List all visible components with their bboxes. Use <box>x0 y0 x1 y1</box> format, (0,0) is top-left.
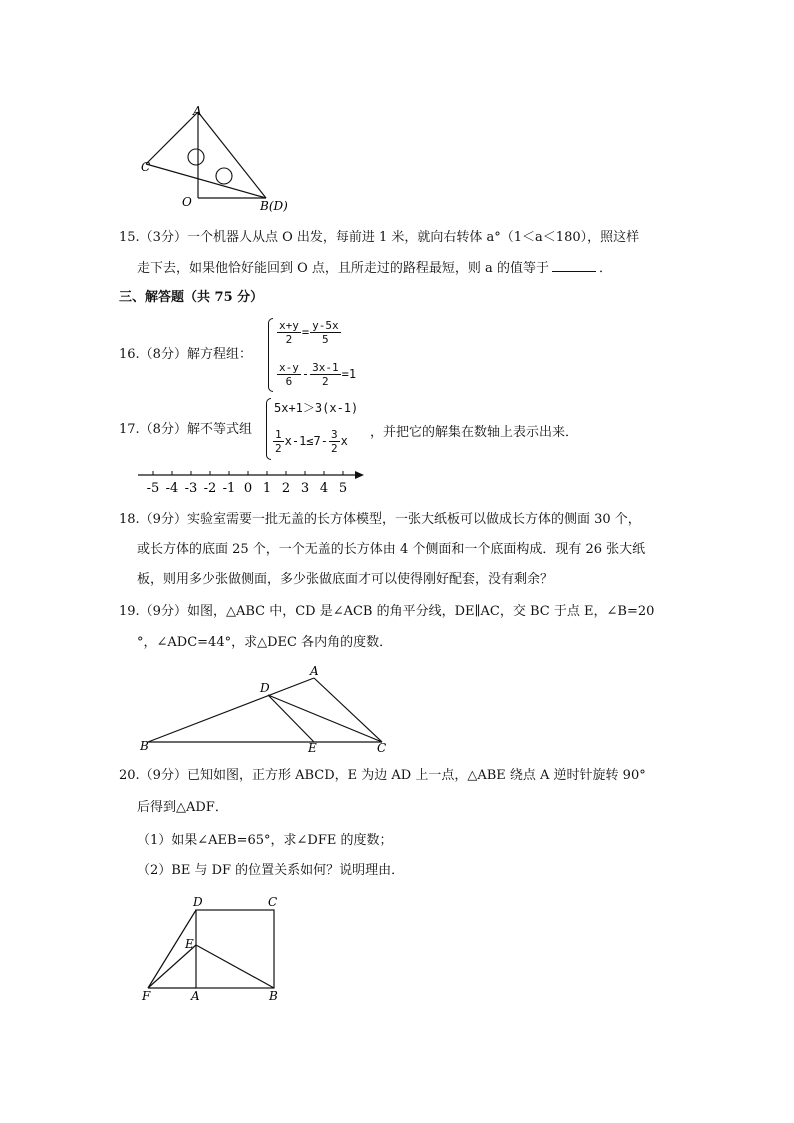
number-line-tick-label: -3 <box>184 481 198 496</box>
number-line-tick-label: -4 <box>165 481 179 496</box>
q19-line-2: °，∠ADC=44°，求△DEC 各内角的度数． <box>137 635 393 650</box>
q20-line-2: 后得到△ADF． <box>137 800 228 815</box>
q15-label-O: O <box>182 195 192 209</box>
q15-line-2-text: 走下去，如果他恰好能回到 O 点，且所走过的路程最短，则 a 的值等于 <box>137 261 549 276</box>
number-line-tick-label: 0 <box>243 481 253 496</box>
section-3-title: 三、解答题（共 75 分） <box>119 290 264 305</box>
number-line-arrow-icon <box>355 471 364 479</box>
q17-inequality-2: $\frac{1}{2}$ x-1≤7- $\frac{3}{2}$ x <box>275 428 348 455</box>
q20-label-A: A <box>191 989 200 1003</box>
q16-eq1-frac-right: $\frac{y-5x}{5}$ <box>312 319 339 346</box>
q15-segment-AC <box>146 112 198 164</box>
q17-ineq2-frac-left: $\frac{1}{2}$ <box>275 428 282 455</box>
number-line-tick-label: 4 <box>319 481 329 496</box>
q19-segment-DE <box>268 695 314 742</box>
q15-circle-upper <box>188 149 204 165</box>
q17-inequality-1: 5x+1＞3(x-1) <box>274 401 359 415</box>
q20-label-B: B <box>269 989 278 1003</box>
q15-circle-lower <box>216 168 232 184</box>
q16-eq1-frac-left: $\frac{x+y}{2}$ <box>279 319 299 346</box>
number-line-tick-label: -2 <box>203 481 217 496</box>
q15-line-1: 15.（3分）一个机器人从点 O 出发，每前进 1 米，就向右转体 a°（1＜a＜180），照这样 <box>119 230 640 245</box>
q19-line-1: 19.（9分）如图，△ABC 中，CD 是∠ACB 的角平分线，DE∥AC，交 BC 于点 E，∠B=20 <box>119 604 655 619</box>
q16-eq2-frac-left: $\frac{x-y}{6}$ <box>279 361 299 388</box>
q19-label-B: B <box>140 739 149 753</box>
q15-label-C: C <box>141 160 151 174</box>
number-line-tick-label: -5 <box>146 481 160 496</box>
q16-equation-1: $\frac{x+y}{2}$ = $\frac{y-5x}{5}$ <box>279 319 339 346</box>
q20-part-1: （1）如果∠AEB=65°，求∠DFE 的度数； <box>137 833 393 848</box>
q19-segment-BA <box>148 678 314 742</box>
q19-segment-DC <box>268 695 382 742</box>
number-line-tick-label: 2 <box>281 481 291 496</box>
q19-segment-AC <box>314 678 382 742</box>
q17-suffix: ，并把它的解集在数轴上表示出来． <box>370 425 579 440</box>
q19-label-C: C <box>377 741 387 755</box>
q16-eq2-frac-right: $\frac{3x-1}{2}$ <box>312 361 339 388</box>
q17-brace <box>266 398 271 460</box>
q20-label-C: C <box>268 895 278 909</box>
q15-segment-CB <box>146 164 266 198</box>
q15-segment-AB <box>198 112 266 198</box>
q20-label-E: E <box>185 937 194 951</box>
number-line-tick-label: -1 <box>222 481 236 496</box>
q20-figure <box>138 892 288 1006</box>
q15-answer-blank[interactable] <box>552 259 596 272</box>
q20-square-ABCD <box>196 910 274 988</box>
q15-figure <box>136 104 296 216</box>
q16-brace <box>268 318 273 392</box>
q20-label-D: D <box>193 895 203 909</box>
q20-part-2: （2）BE 与 DF 的位置关系如何？说明理由． <box>137 863 405 878</box>
q20-label-F: F <box>142 989 151 1003</box>
q16-prefix: 16.（8分）解方程组： <box>119 347 252 362</box>
q19-label-D: D <box>260 681 270 695</box>
number-line-tick-label: 1 <box>262 481 272 496</box>
q18-line-3: 板，则用多少张做侧面，多少张做底面才可以使得刚好配套，没有剩余？ <box>137 572 554 587</box>
q17-number-line <box>136 467 368 497</box>
q17-prefix: 17.（8分）解不等式组 <box>119 422 252 437</box>
q15-line-2-end: ． <box>598 261 612 276</box>
q20-line-1: 20.（9分）已知如图，正方形 ABCD，E 为边 AD 上一点，△ABE 绕点 A 逆时针旋转 90° <box>119 768 646 783</box>
number-line-tick-label: 3 <box>300 481 310 496</box>
q20-segment-EB <box>196 945 274 988</box>
q18-line-1: 18.（9分）实验室需要一批无盖的长方体模型，一张大纸板可以做成长方体的侧面 30 个， <box>119 512 641 527</box>
q16-equation-2: $\frac{x-y}{6}$ - $\frac{3x-1}{2}$ =1 <box>279 361 357 388</box>
q17-ineq2-frac-right: $\frac{3}{2}$ <box>330 428 338 455</box>
q15-line-2 <box>137 259 612 278</box>
q19-label-E: E <box>308 741 317 755</box>
q20-segment-FE <box>148 945 196 988</box>
q19-figure <box>136 664 396 756</box>
q15-label-BD: B(D) <box>260 199 288 213</box>
q15-label-A: A <box>193 104 202 118</box>
q19-label-A: A <box>310 664 319 678</box>
number-line-tick-label: 5 <box>338 481 348 496</box>
q18-line-2: 或长方体的底面 25 个，一个无盖的长方体由 4 个侧面和一个底面构成．现有 26 张大纸 <box>137 542 646 557</box>
